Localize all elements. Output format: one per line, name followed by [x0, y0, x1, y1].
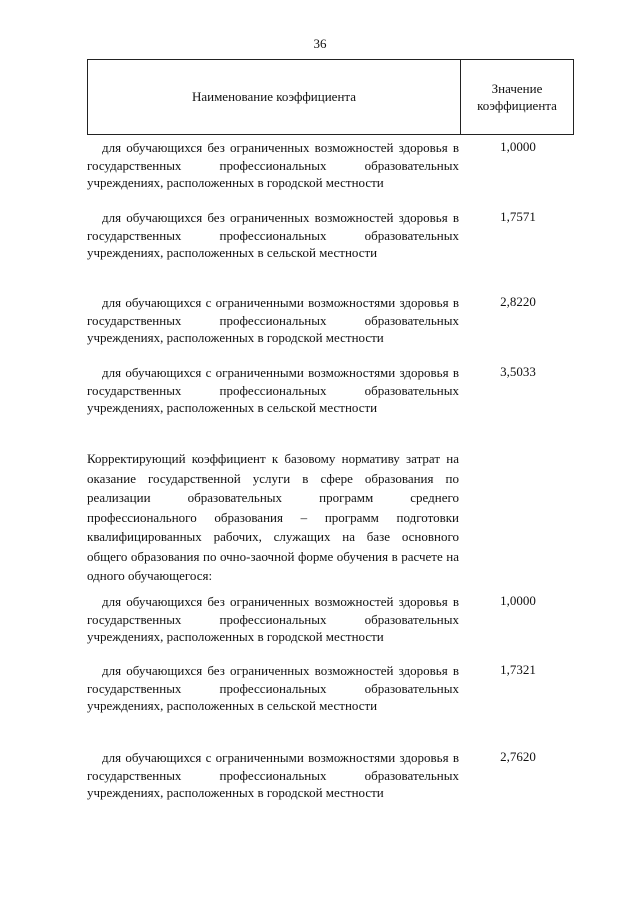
column-header-name: Наименование коэффициента: [88, 60, 461, 134]
row-value: 1,7321: [500, 662, 536, 677]
column-header-value: Значение коэффициента: [477, 81, 557, 113]
row-description: для обучающихся с ограниченными возможностями здоровья в государственных профессиональных образовательных учреждениях, расположенных в городской местности: [87, 750, 459, 800]
row-description: для обучающихся без ограниченных возможностей здоровья в государственных профессиональных образовательных учреждениях, расположенных в сельской местности: [87, 210, 459, 260]
row-description: для обучающихся с ограниченными возможностями здоровья в государственных профессиональных образовательных учреждениях, расположенных в городской местности: [87, 295, 459, 345]
row-description: для обучающихся без ограниченных возможностей здоровья в государственных профессиональных образовательных учреждениях, расположенных в городской местности: [87, 140, 459, 190]
page-number: 36: [313, 36, 327, 51]
row-description: для обучающихся без ограниченных возможностей здоровья в государственных профессиональных образовательных учреждениях, расположенных в городской местности: [87, 594, 459, 644]
row-value: 2,7620: [500, 749, 536, 764]
row-value: 1,0000: [500, 593, 536, 608]
row-value: 1,0000: [500, 139, 536, 154]
row-value: 1,7571: [500, 209, 536, 224]
row-description: для обучающихся с ограниченными возможностями здоровья в государственных профессиональных образовательных учреждениях, расположенных в сельской местности: [87, 365, 459, 415]
section-paragraph: Корректирующий коэффициент к базовому нормативу затрат на оказание государственной услуги в сфере образования по реализации образовательных программ среднего профессионального образования – программ подготовки квалифицированных рабочих, служащих на базе основного общего образования по очно-заочной форме обучения в расчете на одного обучающегося:: [87, 451, 459, 583]
table-header: [87, 59, 574, 135]
row-description: для обучающихся без ограниченных возможностей здоровья в государственных профессиональных образовательных учреждениях, расположенных в сельской местности: [87, 663, 459, 713]
row-value: 3,5033: [500, 364, 536, 379]
row-value: 2,8220: [500, 294, 536, 309]
